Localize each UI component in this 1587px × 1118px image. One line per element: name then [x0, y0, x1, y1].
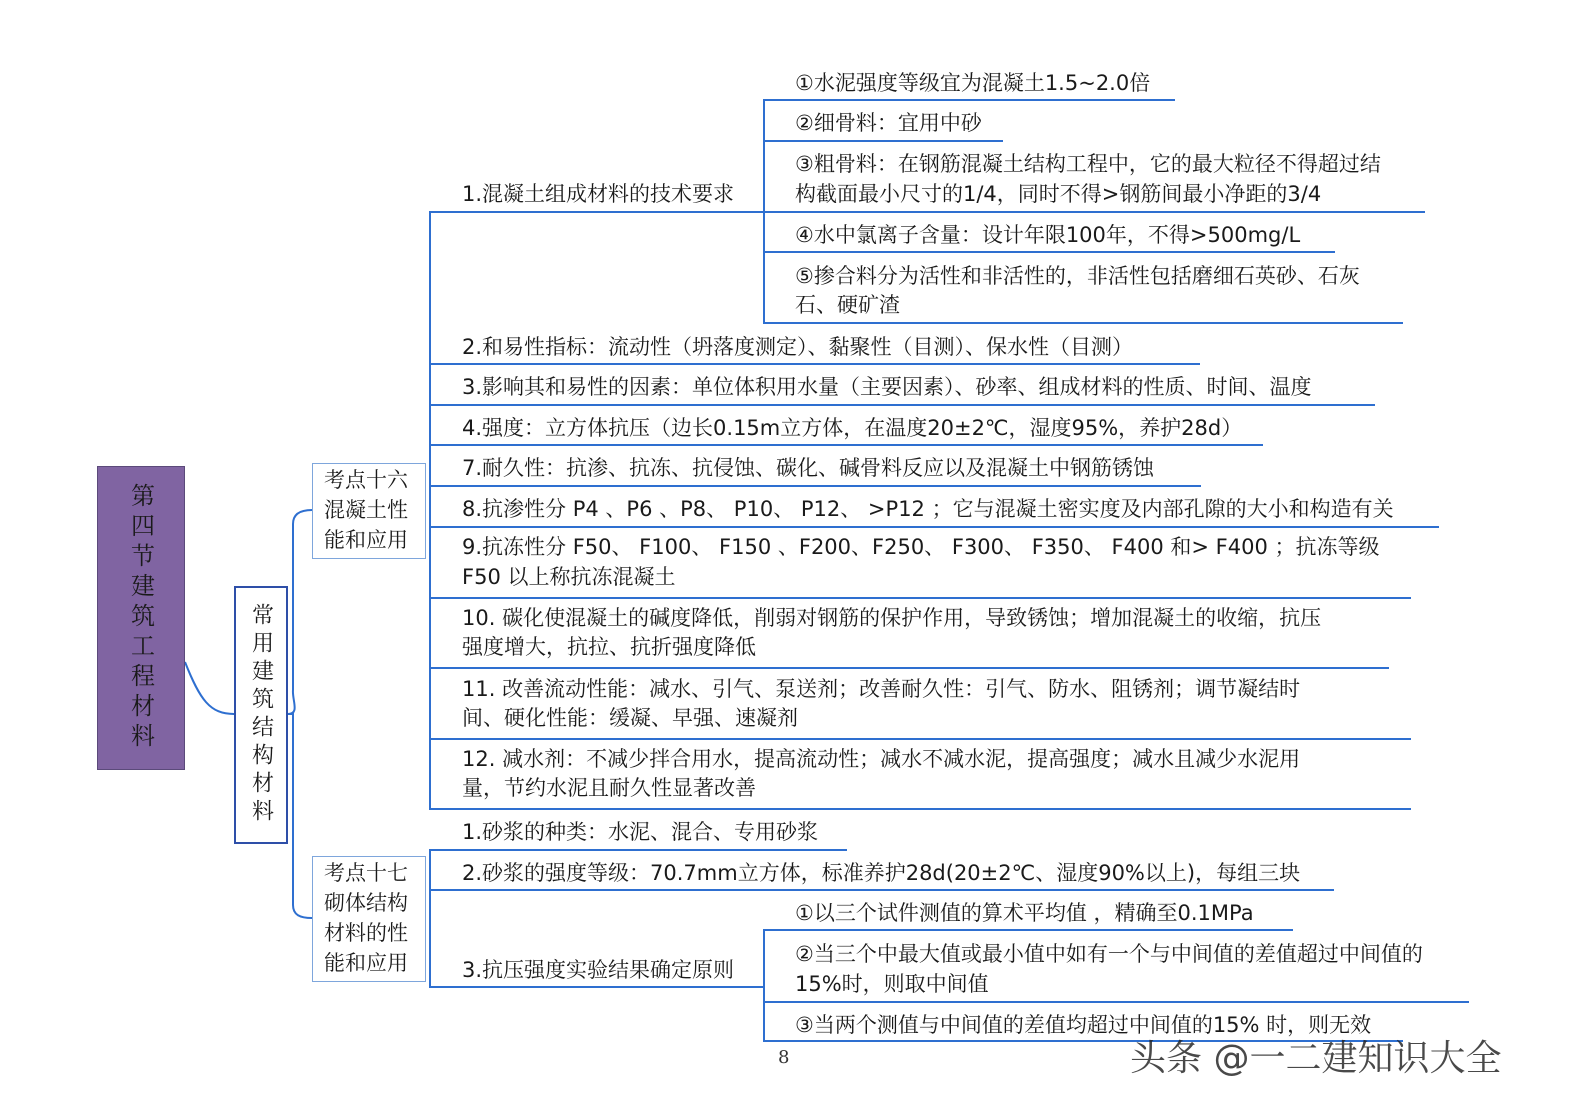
underline [429, 738, 1411, 740]
t16-item7: 7.耐久性：抗渗、抗冻、抗侵蚀、碳化、碱骨料反应以及混凝土中钢筋锈蚀 [462, 456, 1155, 480]
underline [429, 597, 1411, 599]
level1-node[interactable] [234, 586, 288, 844]
t16-item10a: 10. 碳化使混凝土的碱度降低，削弱对钢筋的保护作用，导致锈蚀；增加混凝土的收缩，抗压 [462, 606, 1322, 630]
underline [429, 667, 1389, 669]
t16-sub5a: ⑤掺合料分为活性和非活性的，非活性包括磨细石英砂、石灰 [795, 264, 1360, 288]
t16-item9a: 9.抗冻性分 F50、 F100、 F150 、F200、F250、 F300、 F350、 F400 和> F400 ；抗冻等级 [462, 535, 1380, 559]
underline [429, 526, 1439, 528]
underline [429, 444, 1263, 446]
t17-item3-sub-line [763, 929, 765, 1041]
t16-item9b: F50 以上称抗冻混凝土 [462, 565, 676, 589]
underline [429, 986, 764, 988]
page-number: 8 [778, 1047, 790, 1068]
root-node[interactable] [97, 466, 185, 770]
t16-sub1: ①水泥强度等级宜为混凝土1.5~2.0倍 [795, 71, 1151, 95]
underline [429, 363, 1200, 365]
topic16-node[interactable]: 考点十六 混凝土性 能和应用 [312, 463, 426, 559]
t16-sub2: ②细骨料：宜用中砂 [795, 111, 982, 135]
level1-label: 常用建筑结构材料 [248, 603, 274, 827]
t16-item12b: 量，节约水泥且耐久性显著改善 [462, 776, 756, 800]
t16-item12a: 12. 减水剂：不减少拌合用水，提高流动性；减水不减水泥，提高强度；减水且减少水泥用 [462, 747, 1301, 771]
underline [763, 211, 1425, 213]
underline [429, 485, 1201, 487]
t16-item10b: 强度增大，抗拉、抗折强度降低 [462, 635, 756, 659]
t17-item2: 2.砂浆的强度等级：70.7mm立方体，标准养护28d(20±2℃、湿度90%以上)，每组三块 [462, 861, 1301, 885]
t16-item3: 3.影响其和易性的因素：单位体积用水量（主要因素）、砂率、组成材料的性质、时间、温度 [462, 375, 1312, 399]
t17-sub2b: 15%时，则取中间值 [795, 972, 989, 996]
watermark: 头条 @一二建知识大全 [1130, 1038, 1502, 1079]
t16-item1: 1.混凝土组成材料的技术要求 [462, 182, 735, 206]
underline [763, 140, 1003, 142]
underline [763, 251, 1335, 253]
t17-item1: 1.砂浆的种类：水泥、混合、专用砂浆 [462, 820, 819, 844]
t17-sub2a: ②当三个中最大值或最小值中如有一个与中间值的差值超过中间值的 [795, 942, 1423, 966]
root-label: 第四节建筑工程材料 [126, 483, 155, 753]
underline [429, 404, 1375, 406]
t16-sub3a: ③粗骨料：在钢筋混凝土结构工程中，它的最大粒径不得超过结 [795, 152, 1381, 176]
underline [763, 929, 1293, 931]
t16-sub5b: 石、硬矿渣 [795, 293, 900, 317]
underline [429, 211, 764, 213]
t16-item2: 2.和易性指标：流动性（坍落度测定）、黏聚性（目测）、保水性（目测） [462, 335, 1134, 359]
t16-item4: 4.强度：立方体抗压（边长0.15m立方体，在温度20±2℃，湿度95%，养护28d） [462, 416, 1243, 440]
t17-item3: 3.抗压强度实验结果确定原则 [462, 958, 735, 982]
topic16-branch-line [429, 212, 431, 810]
t17-sub1: ①以三个试件测值的算术平均值 ，精确至0.1MPa [795, 901, 1254, 925]
underline [763, 99, 1175, 101]
topic17-branch-line [429, 850, 431, 987]
t16-item8: 8.抗渗性分 P4 、P6 、P8、 P10、 P12、 >P12 ；它与混凝土密实度及内部孔隙的大小和构造有关 [462, 497, 1394, 521]
underline [429, 889, 1334, 891]
t16-sub4: ④水中氯离子含量：设计年限100年，不得>500mg/L [795, 223, 1301, 247]
topic17-node[interactable]: 考点十七 砌体结构 材料的性 能和应用 [312, 856, 426, 982]
t16-item11b: 间、硬化性能：缓凝、早强、速凝剂 [462, 706, 798, 730]
t17-sub3: ③当两个测值与中间值的差值均超过中间值的15% 时，则无效 [795, 1013, 1372, 1037]
underline [763, 1001, 1469, 1003]
underline [429, 849, 847, 851]
t16-sub3b: 构截面最小尺寸的1/4，同时不得>钢筋间最小净距的3/4 [795, 182, 1322, 206]
underline [429, 808, 1411, 810]
t16-item11a: 11. 改善流动性能：减水、引气、泵送剂；改善耐久性：引气、防水、阻锈剂；调节凝结时 [462, 677, 1301, 701]
underline [763, 322, 1403, 324]
